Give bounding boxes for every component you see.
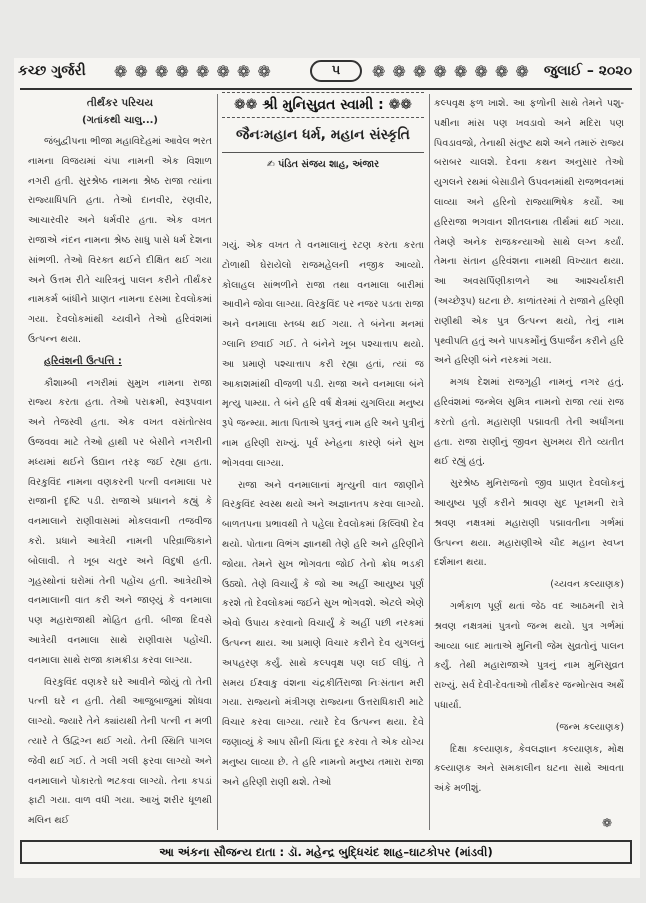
header-stars-left: ❁ ❁ ❁ ❁ ❁ ❁ ❁ ❁ [114, 62, 272, 81]
paragraph: જંબુદ્વીપના ભીજા મહાવિદેહમાં આવેલ ભરત નામના વિજયમાં ચંપા નામની એક વિશાળ નગરી હતી. સુરશ્રેષ્ઠ નામના શ્રેષ્ઠ રાજા ત્યાંના રાજ્યાધિપતિ હતા. તેઓ દાનવીર, રણવીર, આચારવીર અને ધર્મવીર હતા. એક વખત રાજાએ નંદન નામના શ્રેષ્ઠ સાધુ પાસે ધર્મ દેશના સાંભળી. તેઓ વિરક્ત થઈને દીક્ષિત થઈ ગયા અને ઉત્તમ રીતે ચારિત્રનું પાલન કરીને તીર્થંકર નામકર્મ બાંધીને પ્રાણત નામના દસમા દેવલોકમાં ગયા. દેવલોકમાંથી ચ્યવીને તેઓ હરિવંશમાં ઉત્પન્ન થયા. [28, 136, 212, 345]
page-header [14, 60, 640, 86]
sponsor-footer [20, 840, 632, 864]
header-rule [20, 88, 632, 90]
paragraph: કૌશામ્બી નગરીમાં સુમુખ નામના રાજા રાજ્ય કરતા હતા. તેઓ પરાક્રમી, સ્વરૂપવાન અને તેજસ્વી હતા. એક વખત વસંતોત્સવ ઉજવવા માટે તેઓ હાથી પર બેસીને નગરીની મધ્યમાં થઈને ઉદ્યાન તરફ જઈ રહ્યા હતા. વિરકુવિંદ નામના વણકરની પત્ની વનમાલા પર રાજાની દૃષ્ટિ પડી. રાજાએ પ્રધાનને કહ્યું કે વનમાલાને રાણીવાસમાં મોકલવાની તજવીજ કરો. પ્રધાને આત્રેયી નામની પરિવ્રાજિકાને બોલાવી. તે ખૂબ ચતુર અને વિદુષી હતી. ગૃહસ્થોનાં ઘરોમાં તેની પહોંચ હતી. આત્રેયીએ વનમાલાની વાત કરી અને જાણ્યું કે વનમાલા પણ મહારાજાથી મોહિત હતી. બીજા દિવસે આત્રેયી વનમાલા સાથે રાણીવાસ પહોંચી. વનમાલા સાથે રાજા કામક્રીડા કરવા લાગ્યા. [28, 377, 212, 666]
paragraph: ગર્ભકાળ પૂર્ણ થતાં જેઠ વદ આઠમની રાત્રે શ્રવણ નક્ષત્રમાં પુત્રનો જન્મ થયો. પુત્ર ગર્ભમાં આવ્યા બાદ માતાએ મુનિની જેમ સુવ્રતોનું પાલન કર્યું. તેથી મહારાજાએ પુત્રનું નામ મુનિસુવ્રત રાખ્યું. સર્વ દેવી-દેવતાઓ તીર્થંકર જન્મોત્સવ અર્થે પધાર્યા. [434, 600, 624, 711]
paragraph: કલ્પવૃક્ષ ફળ ખાશે. આ ફળોની સાથે તેમને પશુ-પક્ષીના માંસ પણ ખવડાવો અને મદિરા પણ પિવડાવજો, તેનાથી સંતુષ્ટ થશે અને તમારું રાજ્ય બરાબર ચાલશે. દેવના કથન અનુસાર તેઓ યુગલને રથમાં બેસાડીને ઉપવનમાંથી રાજભવનમાં લાવ્યા અને હરિનો રાજ્યાભિષેક કર્યો. આ હરિરાજા ભગવાન શીતલનાથ તીર્થમાં થઈ ગયા. તેમણે અનેક રાજકન્યાઓ સાથે લગ્ન કર્યાં. તેમના સંતાન હરિવંશના નામથી વિખ્યાત થયા. આ અવસર્પિણીકાળને આ આશ્ચર્યકારી (અચ્છેરૂપ) ઘટના છે. કાળાંતરમાં તે રાજાને હરિણી રાણીથી એક પુત્ર ઉત્પન્ન થયો, તેનું નામ પૃથ્વીપતિ હતું અને પાપકર્મોનું ઉપાર્જન કરીને હરિ અને હરિણી બંને નરકમાં ગયા. [434, 98, 624, 367]
article-subtitle: જૈનઃમહાન ધર્મ, મહાન સંસ્કૃતિ [222, 124, 424, 153]
column-divider-left [217, 94, 218, 830]
paragraph: ગયું. એક વખત તે વનમાલાનું રટણ કરતા કરતા ટોળાથી ઘેરાયેલો રાજમહેલની નજીક આવ્યો. કોલાહલ સાંભળીને રાજા તથા વનમાલા બારીમાં આવીને જોવા લાગ્યા. વિરકુવિંદ પર નજર પડતા રાજા અને વનમાલા સ્તબ્ધ થઈ ગયા. તે બંનેના મનમાં ગ્લાનિ છવાઈ ગઈ. તે બંનેને ખૂબ પશ્ચાત્તાપ થયો. આ પ્રમાણે પશ્ચાત્તાપ કરી રહ્યા હતાં, ત્યાં જ આકાશમાંથી વીજળી પડી. રાજા અને વનમાલા બંને મૃત્યુ પામ્યા. તે બંને હરિ વર્ષ ક્ષેત્રમાં યુગલિયા મનુષ્ય રૂપે જન્મ્યા. માતા પિતાએ પુત્રનું નામ હરિ અને પુત્રીનું નામ હરિણી રાખ્યું. પૂર્વ સ્નેહના કારણે બંને સુખ ભોગવવા લાગ્યા. [222, 240, 424, 469]
kalyanak-note: (ચ્યવન કલ્યાણક) [550, 579, 624, 591]
page-number: ૫ [310, 60, 362, 82]
column-left [28, 94, 212, 833]
publication-name: કચ્છ ગુર્જરી [18, 63, 86, 79]
kalyanak-note: (જન્મ કલ્યાણક) [555, 721, 624, 733]
column-divider-right [429, 94, 430, 830]
issue-date: જુલાઈ – ૨૦૨૦ [543, 63, 632, 79]
column-title: તીર્થંકર પરિચય [86, 97, 154, 109]
article-title: ❁❁ શ્રી મુનિસુવ્રત સ્વામી : ❁❁ [222, 92, 424, 118]
continued-note: (ગતાંકથી ચાલુ...) [82, 115, 158, 126]
header-stars-right: ❁ ❁ ❁ ❁ ❁ ❁ ❁ ❁ [372, 62, 530, 81]
paragraph: રાજા અને વનમાલાનાં મૃત્યુની વાત જાણીને વિરકુવિંદ સ્વસ્થ થયો અને અજ્ઞાનતપ કરવા લાગ્યો. બાળતપના પ્રભાવથી તે પહેલા દેવલોકમાં કિલ્વિષી દેવ થયો. પોતાના વિભંગ જ્ઞાનથી તેણે હરિ અને હરિણીને જોયા. તેમને સુખ ભોગવતા જોઈ તેનો ક્રોધ ભડકી ઉઠ્યો. તેણે વિચાર્યું કે જો આ અહીં આયુષ્ય પૂર્ણ કરશે તો દેવલોકમાં જઈને સુખ ભોગવશે. એટલે એણે એવો ઉપાય કરવાનો વિચાર્યું કે અહીં પછી નરકમાં ઉત્પન્ન થાય. આ પ્રમાણે વિચાર કરીને દેવ યુગલનું અપહરણ કર્યું. સાથે કલ્પવૃક્ષ પણ લઈ લીધું. તે સમય ઈક્ષ્વાકુ વંશના ચંદ્રકીર્તિરાજા નિઃસંતાન મરી ગયા. રાજ્યનો મંત્રીગણ રાજ્યના ઉત્તરાધિકારી માટે વિચાર કરવા લાગ્યા. ત્યારે દેવ ઉત્પન્ન થયા. દેવે જણાવ્યું કે આપ સૌની ચિંતા દૂર કરવા તે એક યોગ્ય મનુષ્ય લાવ્યા છે. તે હરિ નામનો મનુષ્ય તમારા રાજા અને હરિણી રાણી થશે. તેઓ [222, 479, 424, 788]
paragraph: દિક્ષા કલ્યાણક, કેવલજ્ઞાન કલ્યાણક, મોક્ષ કલ્યાણક અને સમકાલીન ઘટના સાથે આવતા અંકે મળીશું. [434, 743, 624, 795]
article-header [222, 92, 424, 173]
column-right [434, 94, 624, 801]
paragraph: મગધ દેશમાં રાજગૃહી નામનું નગર હતું. હરિવંશમાં જન્મેલ સુમિત્ર નામનો રાજા ત્યાં રાજ કરતો હતો. મહારાણી પદ્માવતી તેની અર્ધાંગના હતા. રાજા રાણીનું જીવન સુખમય રીતે વ્યતીત થઈ રહ્યું હતું. [434, 377, 624, 468]
paragraph: વિરકુવિંદ વણકરે ઘરે આવીને જોયું તો તેની પત્ની ઘરે ન હતી. તેથી આજુબાજુમાં શોધવા લાગ્યો. જ્યારે તેને ક્યાંયથી તેની પત્ની ન મળી ત્યારે તે ઉદ્વિગ્ન થઈ ગયો. તેની સ્થિતિ પાગલ જેવી થઈ ગઈ. તે ગલી ગલી ફરવા લાગ્યો અને વનમાલાને પોકારતો ભટકવા લાગ્યો. તેના કપડાં ફાટી ગયા. વાળ વધી ગયા. આખું શરીર ધૂળથી મલિન થઈ [28, 676, 212, 827]
section-heading: હરિવંશની ઉત્પત્તિ : [44, 355, 122, 367]
flower-ornament-icon: ❁ [602, 816, 613, 830]
paragraph: સુરશ્રેષ્ઠ મુનિરાજનો જીવ પ્રાણત દેવલોકનું આયુષ્ય પૂર્ણ કરીને શ્રાવણ સુદ પૂનમની રાત્રે શ્રવણ નક્ષત્રમાં મહારાણી પદ્માવતીના ગર્ભમાં ઉત્પન્ન થયા. મહારાણીએ ચૌદ મહાન સ્વપ્ન દર્શમાન થયા. [434, 478, 624, 569]
column-middle [222, 236, 424, 794]
sponsor-text: આ અંકના સૌજન્ય દાતા : ડૉ. મહેન્દ્ર બુદ્ધિચંદ શાહ–ઘાટકોપર (માંડવી) [159, 845, 493, 859]
article-author: ✍ પંડિત સંજય શાહ, અંજાર [266, 159, 380, 170]
